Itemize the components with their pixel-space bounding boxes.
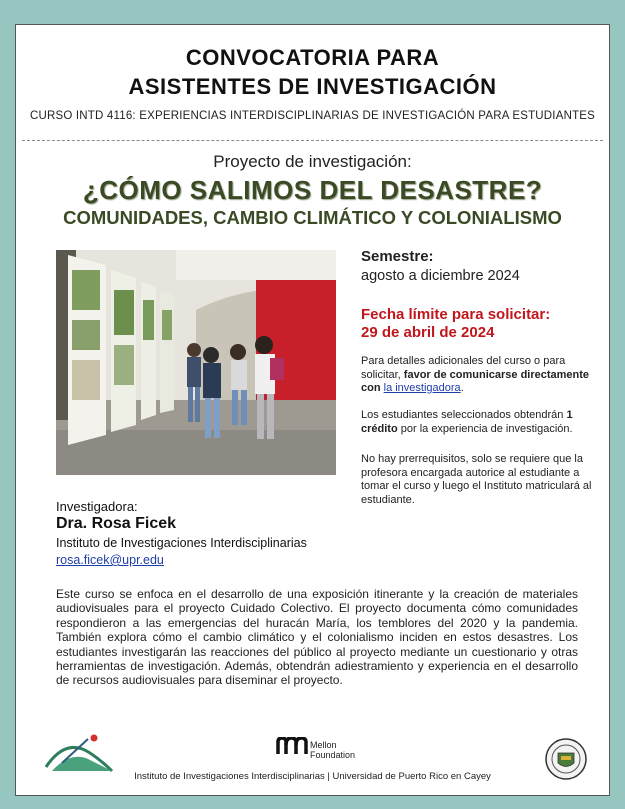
mellon-line2: Foundation [310, 750, 356, 760]
semester-heading: Semestre: [361, 248, 434, 265]
investigator-heading: Investigadora: [56, 499, 138, 514]
credit-paragraph [361, 409, 601, 436]
investigator-link[interactable]: la investigadora [383, 382, 461, 394]
prereq-paragraph: No hay prerrequisitos, solo se requiere que la profesora encargada autorice al estudiante a tomar el curso y luego el Instituto matriculará al estudiante. [361, 453, 592, 506]
exhibit-photo [56, 250, 336, 475]
semester-value: agosto a diciembre 2024 [361, 268, 520, 284]
project-subtitle: COMUNIDADES, CAMBIO CLIMÁTICO Y COLONIALISMO [63, 207, 562, 228]
project-label: Proyecto de investigación: [213, 152, 412, 171]
course-description: Este curso se enfoca en el desarrollo de una exposición itinerante y la creación de materiales audiovisuales para el proyecto Cuidado Colectivo. El proyecto documenta cómo comunidades respondieron a las emergencias del huracán María, los temblores del 2020 y la pandemia. También explora cómo el cambio climático y el colonialismo inciden en estos desastres. Los estudiantes investigarán las reacciones del público al proyecto mediante un cuestionario y otras herramientas de investigación. Además, obtendrán adiestramiento y experiencia en el desarrollo de recursos audiovisuales para diseminar el proyecto. [56, 587, 578, 688]
credit-bold: 1 crédito [361, 409, 573, 435]
contact-text: Para detalles adicionales del curso o para solicitar, [361, 355, 566, 381]
footer-text: Instituto de Investigaciones Interdisciplinarias | Universidad de Puerto Rico en Cayey [134, 771, 491, 782]
credit-end: por la experiencia de investigación. [397, 422, 573, 435]
dashed-divider [22, 140, 603, 141]
deadline-heading: Fecha límite para solicitar: [361, 306, 551, 323]
flyer-title-line2: ASISTENTES DE INVESTIGACIÓN [128, 74, 497, 99]
deadline-block [361, 306, 601, 342]
mellon-line1: Mellon [310, 740, 337, 750]
contact-end: . [460, 382, 464, 394]
contact-paragraph [361, 355, 601, 396]
investigator-email-link[interactable]: rosa.ficek@upr.edu [56, 553, 164, 567]
investigator-institute: Instituto de Investigaciones Interdisciplinarias [56, 536, 307, 550]
contact-bold: favor de comunicarse directamente con [361, 368, 590, 394]
flyer-title-line1: CONVOCATORIA PARA [185, 45, 440, 70]
mellon-logo-icon [276, 737, 356, 760]
course-line: CURSO INTD 4116: EXPERIENCIAS INTERDISCIPLINARIAS DE INVESTIGACIÓN PARA ESTUDIANTES [29, 110, 596, 122]
deadline-value: 29 de abril de 2024 [361, 324, 495, 341]
flyer-sheet [15, 24, 610, 796]
project-title: ¿CÓMO SALIMOS DEL DESASTRE? [82, 175, 543, 205]
investigator-name: Dra. Rosa Ficek [56, 515, 177, 532]
credit-text: Los estudiantes seleccionados obtendrán [361, 409, 567, 421]
